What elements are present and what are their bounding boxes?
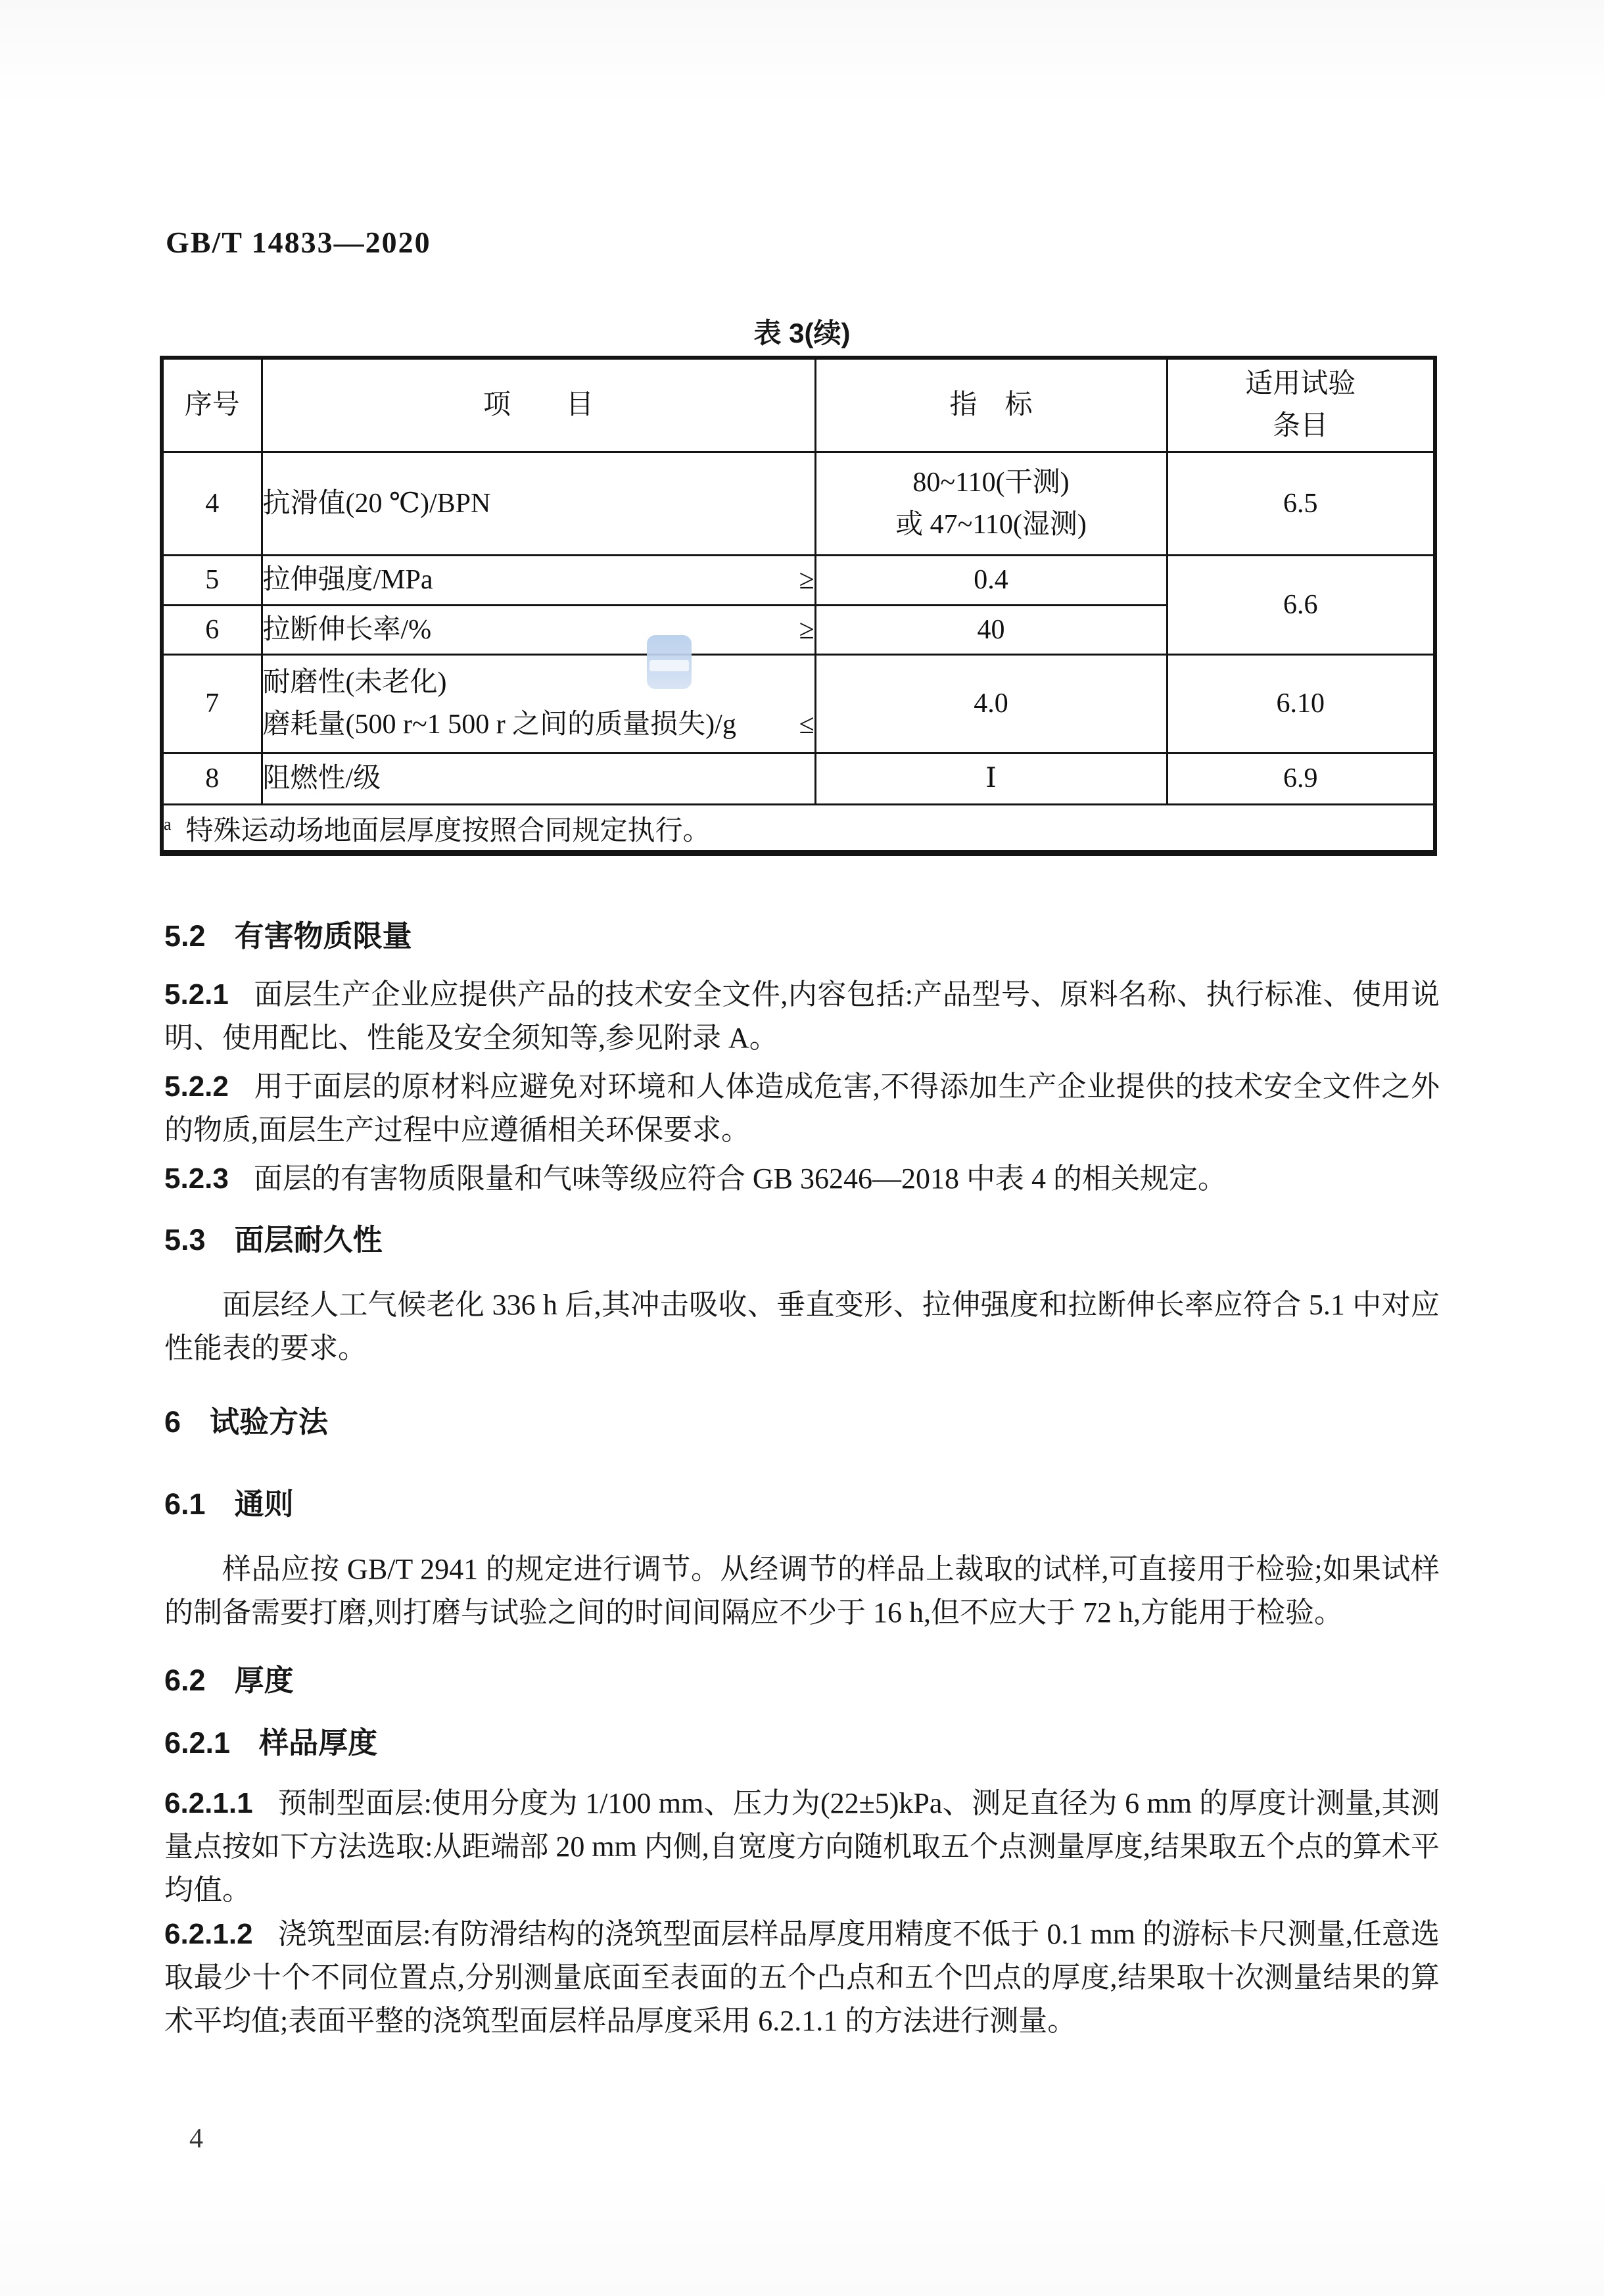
heading-title: 面层耐久性 (234, 1223, 383, 1256)
heading-number: 5.2 (164, 919, 206, 953)
gte-symbol: ≥ (799, 614, 814, 645)
clause-text: 用于面层的原材料应避免对环境和人体造成危害,不得添加生产企业提供的技术安全文件之外的物质,面层生产过程中应遵循相关环保要求。 (164, 1070, 1440, 1146)
clause-paragraph-5-2-1 (164, 973, 1440, 1060)
clause-number: 6.2.1.2 (164, 1918, 253, 1950)
clause-paragraph-6-2-1-2 (164, 1913, 1440, 2043)
clause-number: 5.2.3 (164, 1162, 229, 1195)
cell-seq: 4 (162, 452, 262, 555)
cell-clause: 6.9 (1167, 753, 1435, 804)
cell-indicator: 0.4 (815, 555, 1167, 605)
clause-text: 面层生产企业应提供产品的技术安全文件,内容包括:产品型号、原料名称、执行标准、使用说明、使用配比、性能及安全须知等,参见附录 A。 (164, 978, 1440, 1054)
heading-number: 6.1 (164, 1487, 206, 1521)
table-row-8 (162, 753, 1435, 804)
table-row-5 (162, 555, 1435, 605)
clause-number: 5.2.2 (164, 1070, 229, 1103)
section-heading-6 (164, 1402, 1440, 1442)
paragraph-6-1: 样品应按 GB/T 2941 的规定进行调节。从经调节的样品上裁取的试样,可直接用于检验;如果试样的制备需要打磨,则打磨与试验之间的时间间隔应不少于 16 h,但不应大于 72 h,方能用于检验。 (164, 1553, 1440, 1629)
cell-seq: 7 (162, 654, 262, 753)
page-number: 4 (189, 2124, 203, 2154)
document-body (164, 850, 1440, 2043)
item-label: 拉断伸长率/% (262, 614, 432, 645)
cell-indicator: 40 (815, 605, 1167, 654)
clause-number: 6.2.1.1 (164, 1787, 253, 1819)
table-header-row (162, 358, 1435, 452)
cell-indicator: 4.0 (815, 654, 1167, 753)
cell-item: 抗滑值(20 ℃)/BPN (262, 452, 815, 555)
header-clause-line1: 适用试验 (1245, 369, 1356, 400)
heading-title: 厚度 (234, 1663, 294, 1697)
footnote-text: 特殊运动场地面层厚度按照合同规定执行。 (185, 815, 711, 846)
lte-symbol: ≤ (799, 709, 814, 740)
item-label: 拉伸强度/MPa (262, 565, 433, 595)
header-cell-seq: 序号 (162, 358, 262, 452)
indicator-line1: 80~110(干测) (912, 467, 1070, 498)
heading-number: 6 (164, 1405, 181, 1439)
table-row-7 (162, 654, 1435, 753)
heading-title: 通则 (234, 1487, 294, 1521)
cell-clause: 6.10 (1167, 654, 1435, 753)
cell-clause-merged: 6.6 (1167, 555, 1435, 654)
clause-text: 预制型面层:使用分度为 1/100 mm、压力为(22±5)kPa、测足直径为 6 mm 的厚度计测量,其测量点按如下方法选取:从距端部 20 mm 内侧,自宽度方向随机取五个点测量厚度,结果取五个点的算术平均值。 (164, 1787, 1440, 1906)
header-clause-line2: 条目 (1273, 411, 1329, 442)
gte-symbol: ≥ (799, 565, 814, 595)
standard-number: GB/T 14833—2020 (166, 226, 431, 259)
paragraph-5-3: 面层经人工气候老化 336 h 后,其冲击吸收、垂直变形、拉伸强度和拉断伸长率应符合 5.1 中对应性能表的要求。 (164, 1289, 1440, 1364)
clause-paragraph-5-2-3 (164, 1157, 1440, 1201)
cell-seq: 6 (162, 605, 262, 654)
item-line1: 耐磨性(未老化) (262, 667, 447, 698)
section-heading-5-3 (164, 1220, 1440, 1260)
indicator-line2: 或 47~110(湿测) (895, 509, 1087, 540)
heading-title: 样品厚度 (259, 1726, 378, 1759)
table-footnote (162, 804, 1435, 853)
cell-item (262, 654, 815, 753)
section-heading-5-2 (164, 917, 1440, 956)
cell-item: 阻燃性/级 (262, 753, 815, 804)
cell-indicator: Ⅰ (815, 753, 1167, 804)
header-cell-clause (1167, 358, 1435, 452)
header-cell-item: 项 目 (262, 358, 815, 452)
heading-title: 试验方法 (210, 1405, 329, 1439)
cell-item (262, 605, 815, 654)
heading-number: 5.3 (164, 1223, 206, 1256)
header-cell-indicator: 指 标 (815, 358, 1167, 452)
table-footnote-row (162, 804, 1435, 853)
section-heading-6-2 (164, 1661, 1440, 1700)
clause-number: 5.2.1 (164, 978, 229, 1011)
cell-clause: 6.5 (1167, 452, 1435, 555)
item-line2: 磨耗量(500 r~1 500 r 之间的质量损失)/g (262, 709, 736, 740)
clause-paragraph-6-2-1-1 (164, 1782, 1440, 1912)
table-row-4 (162, 452, 1435, 555)
cell-seq: 5 (162, 555, 262, 605)
cell-item (262, 555, 815, 605)
table-title: 表 3(续) (753, 318, 851, 348)
clause-text: 面层的有害物质限量和气味等级应符合 GB 36246—2018 中表 4 的相关规定。 (253, 1162, 1227, 1195)
cell-seq: 8 (162, 753, 262, 804)
section-heading-6-1 (164, 1485, 1440, 1524)
cell-indicator (815, 452, 1167, 555)
footnote-marker: a (164, 814, 172, 834)
section-heading-6-2-1 (164, 1723, 1440, 1763)
watermark-logo (647, 635, 692, 689)
clause-paragraph-5-2-2 (164, 1065, 1440, 1152)
watermark-text-band (649, 660, 689, 671)
heading-number: 6.2.1 (164, 1726, 231, 1759)
heading-title: 有害物质限量 (234, 919, 412, 953)
heading-number: 6.2 (164, 1663, 206, 1697)
clause-text: 浇筑型面层:有防滑结构的浇筑型面层样品厚度用精度不低于 0.1 mm 的游标卡尺测量,任意选取最少十个不同位置点,分别测量底面至表面的五个凸点和五个凹点的厚度,结果取十次测量结果的算术平均值;表面平整的浇筑型面层样品厚度采用 6.2.1.1 的方法进行测量。 (164, 1918, 1440, 2037)
performance-table (160, 356, 1437, 856)
